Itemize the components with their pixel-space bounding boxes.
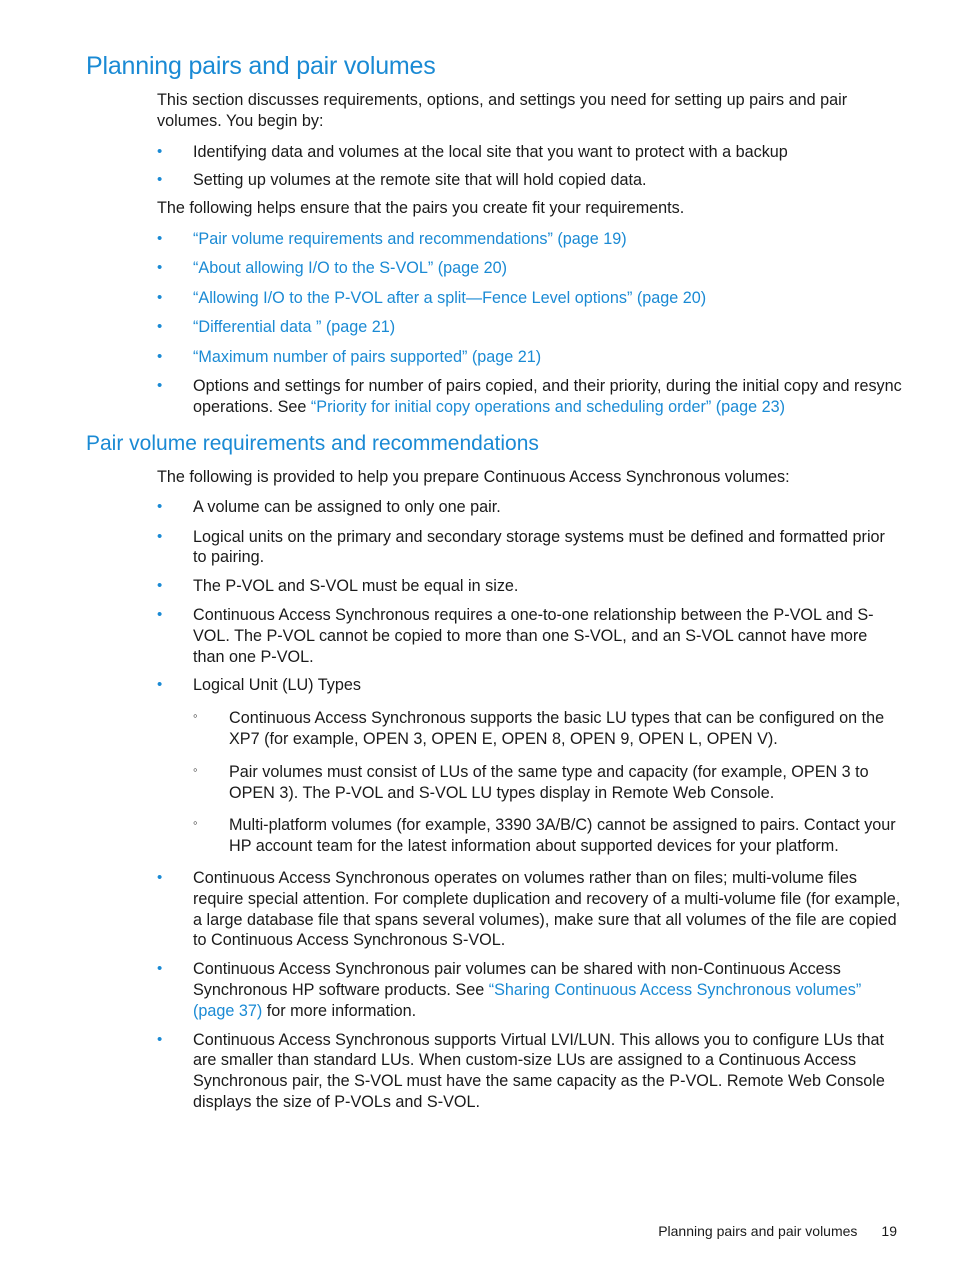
- list-item: [157, 959, 902, 1021]
- list-item: [157, 675, 902, 857]
- page-title: Planning pairs and pair volumes: [86, 52, 436, 80]
- list-item: • Continuous Access Synchronous requires a one-to-one relationship between the P-VOL and S-VOL. The P-VOL cannot be copied to more than one S-VOL, and an S-VOL cannot have more than one P-VOL.: [157, 605, 902, 667]
- list-item: • A volume can be assigned to only one pair.: [157, 497, 902, 518]
- links-list: [157, 229, 902, 418]
- shared-text: Continuous Access Synchronous pair volumes can be shared with non-Continuous Access Synchronous HP software products. See: [193, 960, 841, 999]
- sub-list-item: ◦ Pair volumes must consist of LUs of the same type and capacity (for example, OPEN 3 to OPEN 3). The P-VOL and S-VOL LU types display in Remote Web Console.: [193, 762, 902, 804]
- link-differential-data[interactable]: “Differential data ” (page 21): [193, 318, 396, 337]
- sub-list-item: ◦ Continuous Access Synchronous supports the basic LU types that can be configured on the XP7 (for example, OPEN 3, OPEN E, OPEN 8, OPEN 9, OPEN L, OPEN V).: [193, 708, 902, 750]
- lu-types-label: • Logical Unit (LU) Types: [193, 676, 361, 695]
- sub-list-item: ◦ Multi-platform volumes (for example, 3390 3A/B/C) cannot be assigned to pairs. Contact your HP account team for the latest information about supported devices for your platform.: [193, 815, 902, 857]
- section-heading-pair-volume-requirements: Pair volume requirements and recommendations: [86, 432, 539, 455]
- requirements-list: [157, 497, 902, 1113]
- begin-list: [157, 142, 902, 192]
- section-requirements: [157, 467, 902, 1113]
- link-sharing-volumes[interactable]: “Sharing Continuous Access Synchronous volumes” (page 37): [193, 980, 862, 1020]
- following-paragraph: The following helps ensure that the pairs you create fit your requirements.: [157, 199, 685, 218]
- link-maximum-pairs[interactable]: “Maximum number of pairs supported” (page 21): [193, 347, 542, 366]
- list-item: • The P-VOL and S-VOL must be equal in size.: [157, 576, 902, 597]
- list-item: [157, 258, 902, 279]
- lu-sublist: [193, 708, 902, 857]
- requirements-intro: The following is provided to help you prepare Continuous Access Synchronous volumes:: [157, 468, 790, 486]
- list-item: • Setting up volumes at the remote site that will hold copied data.: [157, 170, 902, 191]
- list-item: [157, 229, 902, 250]
- list-item: [157, 347, 902, 368]
- link-pair-volume-requirements[interactable]: “Pair volume requirements and recommendations” (page 19): [193, 229, 627, 248]
- link-priority-initial-copy[interactable]: “Priority for initial copy operations and scheduling order” (page 23): [310, 397, 786, 416]
- link-allowing-io-pvol[interactable]: “Allowing I/O to the P-VOL after a split—Fence Level options” (page 20): [193, 288, 707, 307]
- list-item: [157, 288, 902, 309]
- list-item: [157, 376, 902, 418]
- list-item: • Identifying data and volumes at the local site that you want to protect with a backup: [157, 142, 902, 163]
- page-number: 19: [881, 1223, 897, 1239]
- footer-title: Planning pairs and pair volumes: [658, 1223, 858, 1239]
- options-text: Options and settings for number of pairs copied, and their priority, during the initial copy and resync operations. See: [193, 376, 902, 416]
- list-item: • Continuous Access Synchronous supports Virtual LVI/LUN. This allows you to configure LUs that are smaller than standard LUs. When custom-size LUs are assigned to a Continuous Access Synchronous pair, the S-VOL must have the same capacity as the P-VOL. Remote Web Console displays the size of P-VOLs and S-VOL.: [157, 1030, 902, 1113]
- intro-paragraph: This section discusses requirements, options, and settings you need for setting up pairs and pair volumes. You begin by:: [157, 91, 848, 130]
- list-item: [157, 317, 902, 338]
- link-allowing-io-svol[interactable]: “About allowing I/O to the S-VOL” (page 20): [193, 259, 508, 278]
- shared-after-text: for more information.: [262, 1001, 417, 1020]
- list-item: • Logical units on the primary and secondary storage systems must be defined and formatted prior to pairing.: [157, 527, 902, 569]
- section-planning: [157, 90, 902, 418]
- list-item: • Continuous Access Synchronous operates on volumes rather than on files; multi-volume files require special attention. For complete duplication and recovery of a multi-volume file (for example, a large database file that spans several volumes), make sure that all volumes of the file are copied to Continuous Access Synchronous S-VOL.: [157, 868, 902, 951]
- page-footer: [658, 1223, 897, 1239]
